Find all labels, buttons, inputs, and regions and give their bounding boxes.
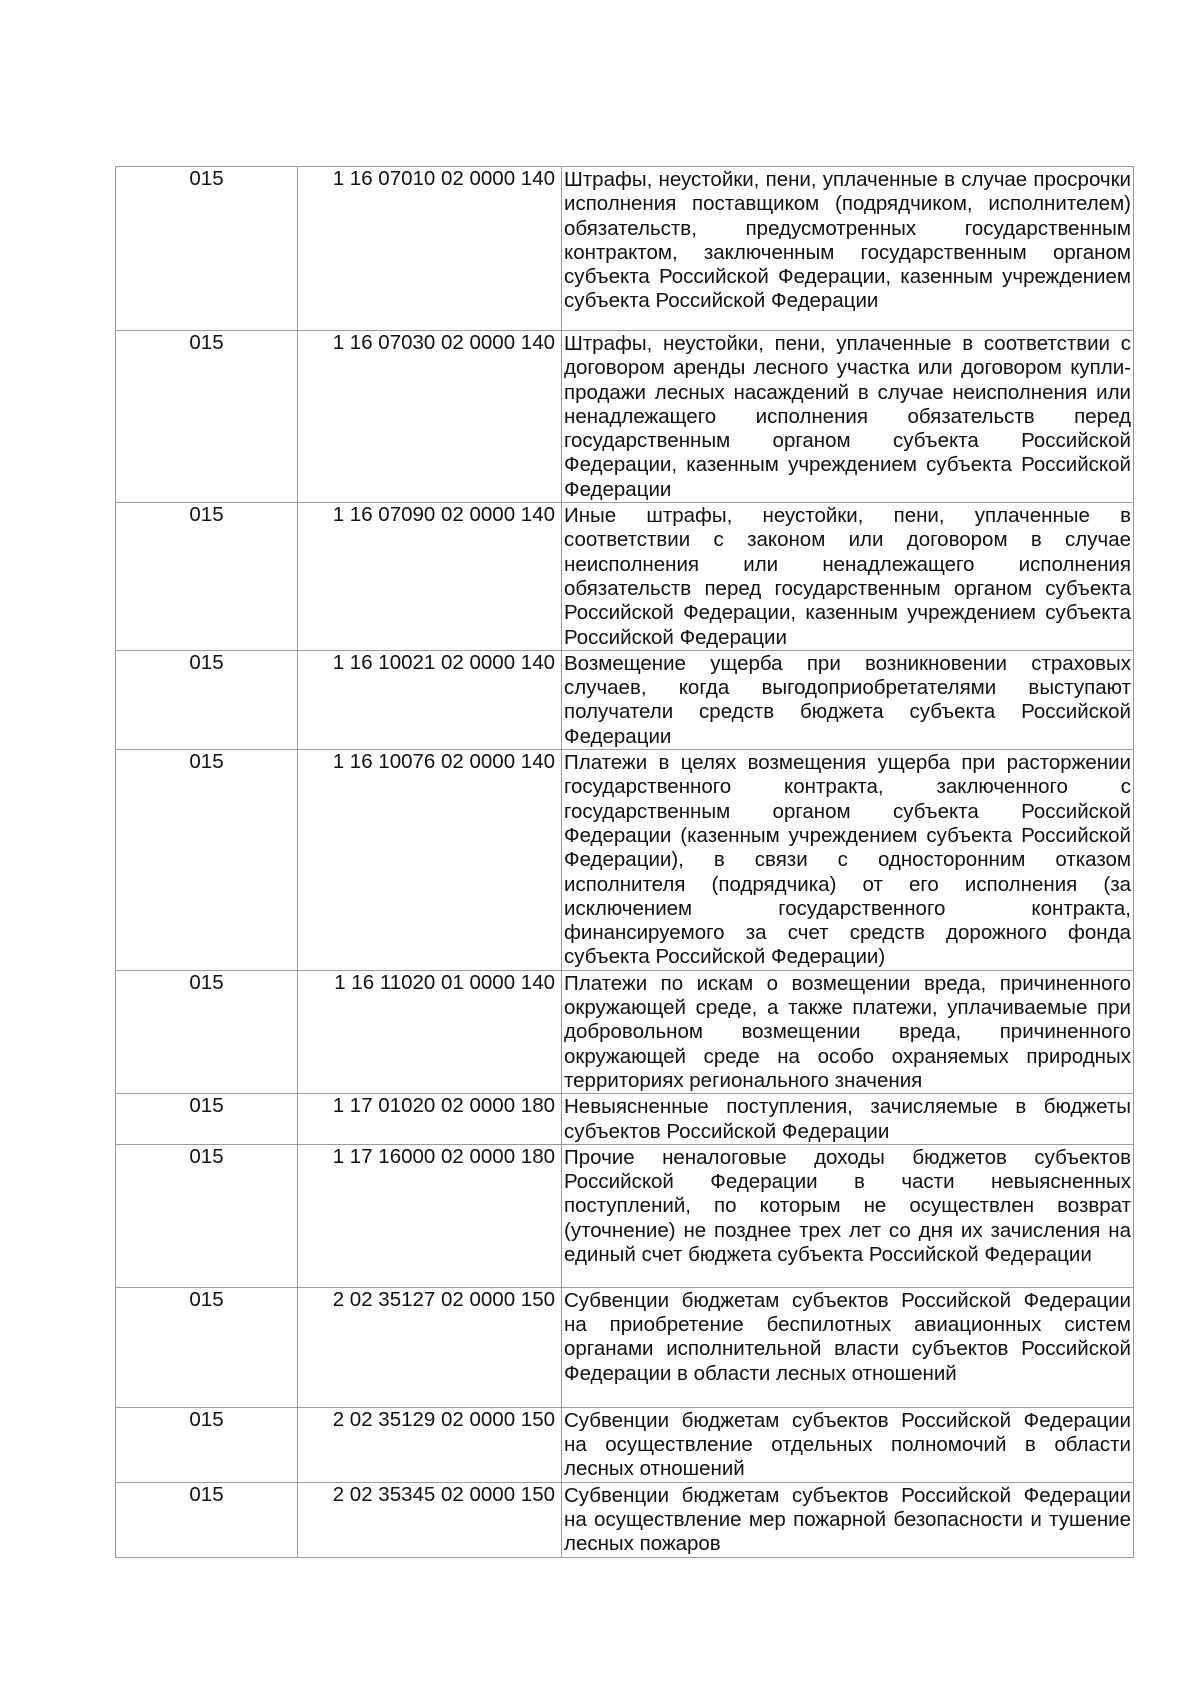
table-row: [116, 167, 1134, 331]
admin-code-cell: 015: [116, 1287, 298, 1407]
table-row: [116, 1144, 1134, 1287]
budget-code-cell: 1 16 07090 02 0000 140: [298, 503, 562, 651]
budget-code-cell: 1 16 07030 02 0000 140: [298, 331, 562, 503]
description-cell: Возмещение ущерба при возникновении страховых случаев, когда выгодоприобретателями выступают получатели средств бюджета субъекта Российской Федерации: [562, 650, 1134, 749]
budget-code-cell: 2 02 35129 02 0000 150: [298, 1407, 562, 1482]
budget-code-cell: 1 16 10076 02 0000 140: [298, 750, 562, 971]
admin-code-cell: 015: [116, 650, 298, 749]
description-cell: Субвенции бюджетам субъектов Российской Федерации на осуществление мер пожарной безопасности и тушение лесных пожаров: [562, 1482, 1134, 1557]
budget-code-cell: 1 16 10021 02 0000 140: [298, 650, 562, 749]
admin-code-cell: 015: [116, 1407, 298, 1482]
description-cell: Штрафы, неустойки, пени, уплаченные в соответствии с договором аренды лесного участка или договором купли-продажи лесных насаждений в случае неисполнения или ненадлежащего исполнения обязательств перед государственным органом субъекта Российской Федерации, казенным учреждением субъекта Российской Федерации: [562, 331, 1134, 503]
table-row: [116, 970, 1134, 1093]
admin-code-cell: 015: [116, 1482, 298, 1557]
admin-code-cell: 015: [116, 331, 298, 503]
table-row: [116, 1094, 1134, 1145]
table-row: [116, 331, 1134, 503]
description-cell: Штрафы, неустойки, пени, уплаченные в случае просрочки исполнения поставщиком (подрядчиком, исполнителем) обязательств, предусмотренных государственным контрактом, заключенным государственным органом субъекта Российской Федерации, казенным учреждением субъекта Российской Федерации: [562, 167, 1134, 331]
table-row: [116, 750, 1134, 971]
admin-code-cell: 015: [116, 1144, 298, 1287]
budget-code-cell: 1 16 11020 01 0000 140: [298, 970, 562, 1093]
description-cell: Платежи по искам о возмещении вреда, причиненного окружающей среде, а также платежи, уплачиваемые при добровольном возмещении вреда, причиненного окружающей среде на особо охраняемых природных территориях регионального значения: [562, 970, 1134, 1093]
table-row: [116, 1482, 1134, 1557]
budget-code-cell: 2 02 35345 02 0000 150: [298, 1482, 562, 1557]
admin-code-cell: 015: [116, 167, 298, 331]
budget-code-cell: 1 17 01020 02 0000 180: [298, 1094, 562, 1145]
revenue-codes-table: [115, 166, 1134, 1558]
description-cell: Невыясненные поступления, зачисляемые в бюджеты субъектов Российской Федерации: [562, 1094, 1134, 1145]
description-cell: Субвенции бюджетам субъектов Российской Федерации на осуществление отдельных полномочий в области лесных отношений: [562, 1407, 1134, 1482]
table-row: [116, 650, 1134, 749]
admin-code-cell: 015: [116, 970, 298, 1093]
description-cell: Иные штрафы, неустойки, пени, уплаченные в соответствии с законом или договором в случае неисполнения или ненадлежащего исполнения обязательств перед государственным органом субъекта Российской Федерации, казенным учреждением субъекта Российской Федерации: [562, 503, 1134, 651]
table-row: [116, 1407, 1134, 1482]
table-row: [116, 1287, 1134, 1407]
admin-code-cell: 015: [116, 750, 298, 971]
description-cell: Платежи в целях возмещения ущерба при расторжении государственного контракта, заключенного с государственным органом субъекта Российской Федерации (казенным учреждением субъекта Российской Федерации), в связи с односторонним отказом исполнителя (подрядчика) от его исполнения (за исключением государственного контракта, финансируемого за счет средств дорожного фонда субъекта Российской Федерации): [562, 750, 1134, 971]
budget-code-cell: 2 02 35127 02 0000 150: [298, 1287, 562, 1407]
description-cell: Прочие неналоговые доходы бюджетов субъектов Российской Федерации в части невыясненных поступлений, по которым не осуществлен возврат (уточнение) не позднее трех лет со дня их зачисления на единый счет бюджета субъекта Российской Федерации: [562, 1144, 1134, 1287]
table-row: [116, 503, 1134, 651]
budget-code-cell: 1 17 16000 02 0000 180: [298, 1144, 562, 1287]
admin-code-cell: 015: [116, 1094, 298, 1145]
description-cell: Субвенции бюджетам субъектов Российской Федерации на приобретение беспилотных авиационных систем органами исполнительной власти субъектов Российской Федерации в области лесных отношений: [562, 1287, 1134, 1407]
budget-code-cell: 1 16 07010 02 0000 140: [298, 167, 562, 331]
admin-code-cell: 015: [116, 503, 298, 651]
